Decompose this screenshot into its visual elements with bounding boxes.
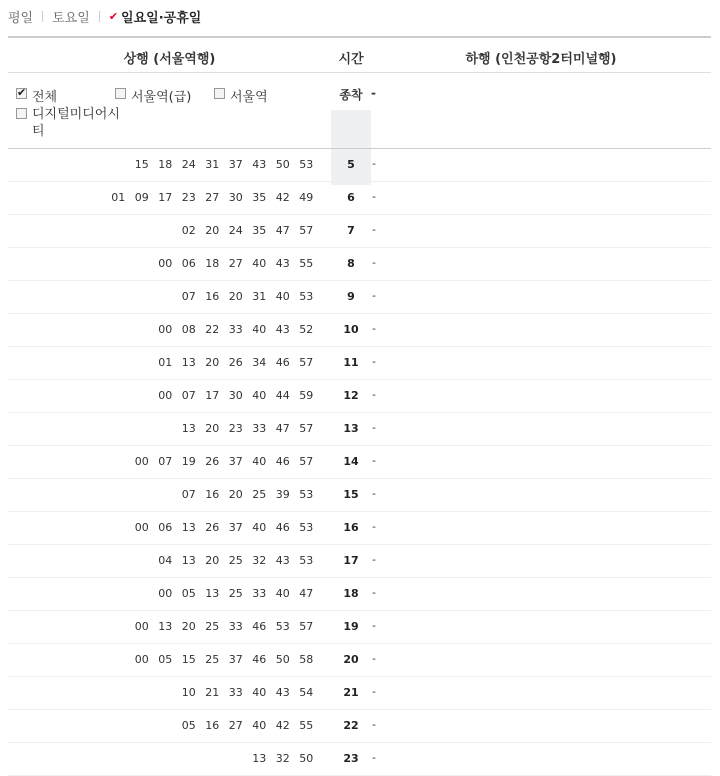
terminal-label: 종착 xyxy=(339,88,363,102)
timetable xyxy=(8,36,711,765)
upbound-minutes xyxy=(107,191,319,204)
departure-minute: 08 xyxy=(181,323,196,336)
departure-minute: 57 xyxy=(299,455,314,468)
table-row xyxy=(8,743,711,776)
hour-cell: 6 xyxy=(347,191,355,204)
departure-minute: 00 xyxy=(134,620,149,633)
departure-minute: 00 xyxy=(158,389,173,402)
table-row xyxy=(8,149,711,182)
departure-minute: 09 xyxy=(134,191,149,204)
departure-minute: 40 xyxy=(252,719,267,732)
upbound-minutes xyxy=(177,224,318,237)
departure-minute: 23 xyxy=(181,191,196,204)
departure-minute: 24 xyxy=(181,158,196,171)
departure-minute: 01 xyxy=(158,356,173,369)
upbound-minutes xyxy=(177,686,318,699)
departure-minute: 26 xyxy=(228,356,243,369)
downbound-cell: - xyxy=(372,190,376,203)
departure-minute: 47 xyxy=(299,587,314,600)
departure-minute: 00 xyxy=(134,521,149,534)
departure-minute: 40 xyxy=(252,323,267,336)
departure-minute: 46 xyxy=(275,455,290,468)
departure-minute: 33 xyxy=(228,686,243,699)
departure-minute: 47 xyxy=(275,422,290,435)
hour-cell: 18 xyxy=(343,587,359,600)
departure-minute: 27 xyxy=(228,257,243,270)
departure-minute: 49 xyxy=(299,191,314,204)
hour-cell: 9 xyxy=(347,290,355,303)
downbound-cell: - xyxy=(372,685,376,698)
filter-row xyxy=(8,73,711,149)
departure-minute: 46 xyxy=(252,653,267,666)
hour-cell: 11 xyxy=(343,356,359,369)
upbound-minutes xyxy=(177,488,318,501)
filter-all-checkbox[interactable] xyxy=(16,88,27,99)
departure-minute: 25 xyxy=(228,554,243,567)
hour-cell: 10 xyxy=(343,323,359,336)
table-row xyxy=(8,380,711,413)
departure-minute: 16 xyxy=(205,290,220,303)
hour-cell: 19 xyxy=(343,620,359,633)
timetable-header xyxy=(8,38,711,73)
departure-minute: 18 xyxy=(205,257,220,270)
table-row xyxy=(8,611,711,644)
departure-minute: 34 xyxy=(252,356,267,369)
departure-minute: 33 xyxy=(252,587,267,600)
departure-minute: 50 xyxy=(299,752,314,765)
upbound-minutes xyxy=(248,752,319,765)
downbound-cell: - xyxy=(372,157,376,170)
downbound-cell: - xyxy=(372,289,376,302)
upbound-minutes xyxy=(154,323,319,336)
departure-minute: 47 xyxy=(275,224,290,237)
departure-minute: 31 xyxy=(205,158,220,171)
departure-minute: 30 xyxy=(228,191,243,204)
departure-minute: 13 xyxy=(181,554,196,567)
departure-minute: 53 xyxy=(299,554,314,567)
departure-minute: 10 xyxy=(181,686,196,699)
departure-minute: 23 xyxy=(228,422,243,435)
departure-minute: 17 xyxy=(158,191,173,204)
header-downbound: 하행 (인천공항2터미널행) xyxy=(465,52,617,67)
departure-minute: 13 xyxy=(252,752,267,765)
table-row xyxy=(8,578,711,611)
departure-minute: 13 xyxy=(205,587,220,600)
tab-sunday-holiday-label: 일요일·공휴일 xyxy=(121,10,202,26)
departure-minute: 58 xyxy=(299,653,314,666)
header-upbound: 상행 (서울역행) xyxy=(123,52,216,67)
table-row xyxy=(8,413,711,446)
downbound-cell: - xyxy=(372,454,376,467)
departure-minute: 53 xyxy=(299,290,314,303)
upbound-minutes xyxy=(130,455,318,468)
departure-minute: 26 xyxy=(205,521,220,534)
upbound-minutes xyxy=(154,389,319,402)
departure-minute: 15 xyxy=(181,653,196,666)
departure-minute: 15 xyxy=(134,158,149,171)
departure-minute: 55 xyxy=(299,719,314,732)
hour-cell: 13 xyxy=(343,422,359,435)
downbound-cell: - xyxy=(372,619,376,632)
upbound-minutes xyxy=(177,719,318,732)
table-row xyxy=(8,182,711,215)
upbound-minutes xyxy=(154,554,319,567)
departure-minute: 19 xyxy=(181,455,196,468)
downbound-cell: - xyxy=(372,586,376,599)
departure-minute: 25 xyxy=(205,653,220,666)
hour-cell: 15 xyxy=(343,488,359,501)
downbound-cell: - xyxy=(372,718,376,731)
upbound-minutes xyxy=(177,290,318,303)
departure-minute: 57 xyxy=(299,356,314,369)
departure-minute: 43 xyxy=(275,257,290,270)
departure-minute: 06 xyxy=(158,521,173,534)
departure-minute: 27 xyxy=(228,719,243,732)
departure-minute: 06 xyxy=(181,257,196,270)
departure-minute: 07 xyxy=(181,488,196,501)
departure-minute: 33 xyxy=(228,323,243,336)
departure-minute: 40 xyxy=(252,257,267,270)
departure-minute: 40 xyxy=(252,521,267,534)
departure-minute: 18 xyxy=(158,158,173,171)
departure-minute: 30 xyxy=(228,389,243,402)
departure-minute: 40 xyxy=(275,587,290,600)
departure-minute: 00 xyxy=(158,587,173,600)
filter-seoul[interactable] xyxy=(214,86,268,105)
departure-minute: 33 xyxy=(252,422,267,435)
upbound-minutes xyxy=(130,521,318,534)
upbound-minutes xyxy=(154,587,319,600)
departure-minute: 37 xyxy=(228,158,243,171)
departure-minute: 00 xyxy=(158,257,173,270)
departure-minute: 20 xyxy=(181,620,196,633)
table-row xyxy=(8,347,711,380)
departure-minute: 46 xyxy=(275,521,290,534)
departure-minute: 57 xyxy=(299,422,314,435)
hour-cell: 14 xyxy=(343,455,359,468)
departure-minute: 54 xyxy=(299,686,314,699)
header-time: 시간 xyxy=(338,52,364,67)
filter-seoul-express-checkbox[interactable] xyxy=(115,88,126,99)
check-icon: ✔ xyxy=(108,9,119,23)
table-row xyxy=(8,479,711,512)
departure-minute: 39 xyxy=(275,488,290,501)
departure-minute: 53 xyxy=(275,620,290,633)
departure-minute: 35 xyxy=(252,224,267,237)
hour-cell: 12 xyxy=(343,389,359,402)
filter-seoul-express[interactable] xyxy=(115,86,191,105)
departure-minute: 05 xyxy=(181,587,196,600)
upbound-minutes xyxy=(154,257,319,270)
tab-weekday[interactable]: 평일 xyxy=(8,10,34,26)
downbound-cell: - xyxy=(372,388,376,401)
table-row xyxy=(8,512,711,545)
hour-cell: 7 xyxy=(347,224,355,237)
hour-cell: 8 xyxy=(347,257,355,270)
filter-seoul-checkbox[interactable] xyxy=(214,88,225,99)
table-row xyxy=(8,314,711,347)
departure-minute: 46 xyxy=(252,620,267,633)
departure-minute: 24 xyxy=(228,224,243,237)
upbound-minutes xyxy=(130,158,318,171)
downbound-cell: - xyxy=(372,520,376,533)
departure-minute: 20 xyxy=(205,356,220,369)
departure-minute: 55 xyxy=(299,257,314,270)
tab-saturday[interactable]: 토요일 xyxy=(52,10,90,26)
hour-cell: 23 xyxy=(343,752,359,765)
departure-minute: 02 xyxy=(181,224,196,237)
departure-minute: 57 xyxy=(299,620,314,633)
filter-dmc[interactable] xyxy=(16,106,126,140)
upbound-minutes xyxy=(177,422,318,435)
departure-minute: 26 xyxy=(205,455,220,468)
upbound-minutes xyxy=(130,653,318,666)
tab-sunday-holiday[interactable] xyxy=(109,7,202,26)
departure-minute: 07 xyxy=(158,455,173,468)
departure-minute: 42 xyxy=(275,719,290,732)
departure-minute: 01 xyxy=(111,191,126,204)
departure-minute: 50 xyxy=(275,653,290,666)
hour-cell: 17 xyxy=(343,554,359,567)
departure-minute: 40 xyxy=(252,686,267,699)
departure-minute: 43 xyxy=(275,554,290,567)
table-row xyxy=(8,281,711,314)
departure-minute: 53 xyxy=(299,488,314,501)
departure-minute: 05 xyxy=(158,653,173,666)
departure-minute: 20 xyxy=(205,224,220,237)
day-tabs xyxy=(8,6,201,26)
departure-minute: 57 xyxy=(299,224,314,237)
terminal-downbound-value: - xyxy=(371,86,376,100)
table-row xyxy=(8,644,711,677)
departure-minute: 21 xyxy=(205,686,220,699)
departure-minute: 07 xyxy=(181,290,196,303)
departure-minute: 25 xyxy=(228,587,243,600)
timetable-rows xyxy=(8,149,711,776)
departure-minute: 25 xyxy=(205,620,220,633)
departure-minute: 37 xyxy=(228,455,243,468)
downbound-cell: - xyxy=(372,652,376,665)
departure-minute: 37 xyxy=(228,653,243,666)
filter-dmc-label: 디지털미디어시티 xyxy=(32,107,120,139)
departure-minute: 13 xyxy=(158,620,173,633)
table-row xyxy=(8,545,711,578)
departure-minute: 44 xyxy=(275,389,290,402)
departure-minute: 40 xyxy=(275,290,290,303)
departure-minute: 04 xyxy=(158,554,173,567)
departure-minute: 05 xyxy=(181,719,196,732)
departure-minute: 25 xyxy=(252,488,267,501)
table-row xyxy=(8,215,711,248)
upbound-minutes xyxy=(130,620,318,633)
departure-minute: 32 xyxy=(275,752,290,765)
departure-minute: 50 xyxy=(275,158,290,171)
downbound-cell: - xyxy=(372,421,376,434)
downbound-cell: - xyxy=(372,553,376,566)
departure-minute: 16 xyxy=(205,488,220,501)
departure-minute: 46 xyxy=(275,356,290,369)
downbound-cell: - xyxy=(372,322,376,335)
departure-minute: 37 xyxy=(228,521,243,534)
departure-minute: 13 xyxy=(181,521,196,534)
filter-seoul-label: 서울역 xyxy=(230,90,268,105)
filter-all-label: 전체 xyxy=(32,90,58,105)
departure-minute: 43 xyxy=(275,686,290,699)
table-row xyxy=(8,677,711,710)
departure-minute: 00 xyxy=(134,455,149,468)
filter-dmc-checkbox[interactable] xyxy=(16,108,27,119)
departure-minute: 40 xyxy=(252,389,267,402)
hour-cell: 21 xyxy=(343,686,359,699)
tab-divider xyxy=(42,11,43,22)
departure-minute: 17 xyxy=(205,389,220,402)
tab-divider xyxy=(99,11,100,22)
departure-minute: 31 xyxy=(252,290,267,303)
departure-minute: 20 xyxy=(228,488,243,501)
departure-minute: 35 xyxy=(252,191,267,204)
departure-minute: 20 xyxy=(205,422,220,435)
table-row xyxy=(8,248,711,281)
downbound-cell: - xyxy=(372,256,376,269)
departure-minute: 16 xyxy=(205,719,220,732)
downbound-cell: - xyxy=(372,487,376,500)
departure-minute: 13 xyxy=(181,356,196,369)
hour-cell: 22 xyxy=(343,719,359,732)
table-row xyxy=(8,446,711,479)
downbound-cell: - xyxy=(372,223,376,236)
departure-minute: 27 xyxy=(205,191,220,204)
departure-minute: 52 xyxy=(299,323,314,336)
upbound-minutes xyxy=(154,356,319,369)
hour-cell: 20 xyxy=(343,653,359,666)
downbound-cell: - xyxy=(372,751,376,764)
departure-minute: 32 xyxy=(252,554,267,567)
filter-seoul-express-label: 서울역(급) xyxy=(131,90,192,105)
departure-minute: 07 xyxy=(181,389,196,402)
departure-minute: 53 xyxy=(299,158,314,171)
departure-minute: 42 xyxy=(275,191,290,204)
filter-all[interactable] xyxy=(16,86,57,105)
departure-minute: 13 xyxy=(181,422,196,435)
departure-minute: 20 xyxy=(205,554,220,567)
departure-minute: 53 xyxy=(299,521,314,534)
departure-minute: 00 xyxy=(134,653,149,666)
departure-minute: 43 xyxy=(252,158,267,171)
table-row xyxy=(8,710,711,743)
departure-minute: 20 xyxy=(228,290,243,303)
hour-cell: 5 xyxy=(347,158,355,171)
departure-minute: 43 xyxy=(275,323,290,336)
departure-minute: 00 xyxy=(158,323,173,336)
departure-minute: 40 xyxy=(252,455,267,468)
departure-minute: 59 xyxy=(299,389,314,402)
departure-minute: 33 xyxy=(228,620,243,633)
downbound-cell: - xyxy=(372,355,376,368)
departure-minute: 22 xyxy=(205,323,220,336)
hour-cell: 16 xyxy=(343,521,359,534)
